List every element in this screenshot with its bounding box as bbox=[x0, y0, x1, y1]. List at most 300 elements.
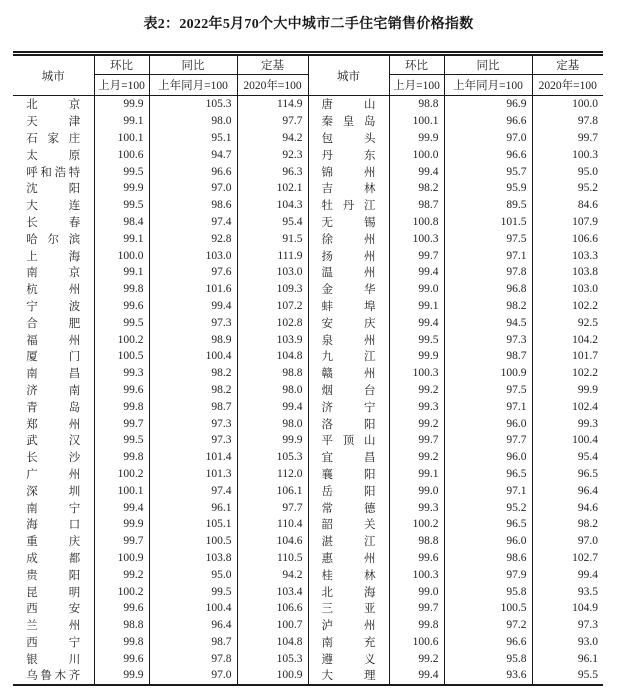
fixed-base-value-cell: 104.8 bbox=[237, 348, 308, 365]
city-cell bbox=[13, 180, 94, 197]
fixed-base-value-cell: 100.7 bbox=[237, 617, 308, 634]
city-cell bbox=[308, 566, 389, 583]
table-row bbox=[13, 667, 603, 685]
city-cell bbox=[13, 163, 94, 180]
fixed-base-value-cell: 106.6 bbox=[572, 232, 598, 245]
yoy-value-cell: 94.5 bbox=[444, 314, 532, 331]
city-name: 唐山 bbox=[321, 99, 376, 112]
mom-value-cell: 100.1 bbox=[94, 130, 149, 147]
city-name: 平顶山 bbox=[321, 435, 376, 448]
city-name: 南充 bbox=[321, 636, 376, 649]
fixed-base-value-cell: 102.4 bbox=[572, 400, 598, 413]
fixed-base-value-cell: 103.0 bbox=[237, 264, 308, 281]
city-cell bbox=[308, 432, 389, 449]
mom-value-cell: 99.1 bbox=[94, 264, 149, 281]
yoy-value-cell: 105.1 bbox=[149, 516, 237, 533]
mom-value-cell: 100.1 bbox=[94, 482, 149, 499]
yoy-value-cell: 97.5 bbox=[444, 230, 532, 247]
city-cell bbox=[13, 533, 94, 550]
city-cell bbox=[308, 348, 389, 365]
mom-value-cell: 99.1 bbox=[94, 230, 149, 247]
city-name: 深圳 bbox=[26, 485, 81, 498]
mom-value-cell: 100.2 bbox=[94, 331, 149, 348]
table-row bbox=[13, 214, 603, 231]
mom-value-cell: 99.2 bbox=[389, 650, 444, 667]
mom-value-cell: 99.5 bbox=[94, 432, 149, 449]
city-cell bbox=[13, 449, 94, 466]
mom-value-cell: 99.9 bbox=[94, 180, 149, 197]
city-name: 长春 bbox=[26, 216, 81, 229]
city-name: 大理 bbox=[321, 670, 376, 683]
city-cell bbox=[308, 230, 389, 247]
yoy-value-cell: 98.0 bbox=[149, 113, 237, 130]
fixed-base-value-cell: 97.7 bbox=[237, 499, 308, 516]
table-row bbox=[13, 617, 603, 634]
yoy-value-cell: 97.8 bbox=[444, 264, 532, 281]
yoy-value-cell: 92.8 bbox=[149, 230, 237, 247]
city-cell bbox=[308, 398, 389, 415]
yoy-value-cell: 103.0 bbox=[149, 247, 237, 264]
city-cell bbox=[13, 499, 94, 516]
fixed-base-value-cell: 96.5 bbox=[577, 467, 598, 480]
city-name: 南宁 bbox=[26, 502, 81, 515]
mom-value-cell: 99.4 bbox=[389, 667, 444, 685]
city-cell bbox=[13, 667, 94, 685]
yoy-value-cell: 97.5 bbox=[444, 382, 532, 399]
table-row bbox=[13, 146, 603, 163]
city-name: 赣州 bbox=[321, 368, 376, 381]
city-name: 天津 bbox=[26, 116, 81, 129]
fixed-base-value-cell: 106.1 bbox=[237, 482, 308, 499]
fixed-base-value-cell: 110.5 bbox=[237, 550, 308, 567]
city-cell bbox=[13, 230, 94, 247]
fixed-base-value-cell: 92.3 bbox=[237, 146, 308, 163]
mom-value-cell: 100.2 bbox=[94, 583, 149, 600]
city-cell bbox=[13, 298, 94, 315]
mom-value-cell: 100.2 bbox=[94, 466, 149, 483]
city-cell bbox=[13, 583, 94, 600]
city-cell bbox=[13, 365, 94, 382]
city-cell bbox=[13, 516, 94, 533]
header-city-left: 城市 bbox=[13, 54, 94, 96]
city-cell bbox=[308, 365, 389, 382]
yoy-value-cell: 95.0 bbox=[149, 566, 237, 583]
city-name: 蚌埠 bbox=[321, 300, 376, 313]
table-row bbox=[13, 583, 603, 600]
city-name: 洛阳 bbox=[321, 418, 376, 431]
yoy-value-cell: 97.9 bbox=[444, 566, 532, 583]
city-cell bbox=[13, 566, 94, 583]
mom-value-cell: 99.9 bbox=[94, 667, 149, 685]
city-cell bbox=[13, 634, 94, 651]
yoy-value-cell: 95.1 bbox=[149, 130, 237, 147]
fixed-base-value-cell: 110.4 bbox=[237, 516, 308, 533]
city-name: 安庆 bbox=[321, 317, 376, 330]
city-cell bbox=[308, 314, 389, 331]
yoy-value-cell: 95.8 bbox=[444, 650, 532, 667]
mom-value-cell: 99.4 bbox=[389, 163, 444, 180]
city-cell bbox=[308, 533, 389, 550]
mom-value-cell: 99.0 bbox=[389, 482, 444, 499]
mom-value-cell: 100.0 bbox=[389, 146, 444, 163]
city-cell bbox=[308, 214, 389, 231]
city-name: 九江 bbox=[321, 351, 376, 364]
city-cell bbox=[13, 466, 94, 483]
table-row bbox=[13, 365, 603, 382]
header-yoy-base-left: 上年同月=100 bbox=[149, 75, 237, 96]
city-name: 济宁 bbox=[321, 401, 376, 414]
yoy-value-cell: 96.5 bbox=[444, 516, 532, 533]
fixed-base-value-cell: 97.7 bbox=[237, 113, 308, 130]
city-name: 长沙 bbox=[26, 452, 81, 465]
mom-value-cell: 99.3 bbox=[389, 499, 444, 516]
fixed-base-value-cell: 99.4 bbox=[577, 568, 598, 581]
yoy-value-cell: 99.4 bbox=[149, 298, 237, 315]
yoy-value-cell: 96.6 bbox=[444, 146, 532, 163]
city-cell bbox=[308, 449, 389, 466]
yoy-value-cell: 96.8 bbox=[444, 281, 532, 298]
fixed-base-value-cell: 98.0 bbox=[237, 415, 308, 432]
mom-value-cell: 99.0 bbox=[389, 583, 444, 600]
city-cell bbox=[308, 634, 389, 651]
table-row bbox=[13, 314, 603, 331]
mom-value-cell: 99.3 bbox=[94, 365, 149, 382]
table-row bbox=[13, 382, 603, 399]
yoy-value-cell: 100.9 bbox=[444, 365, 532, 382]
mom-value-cell: 99.9 bbox=[389, 348, 444, 365]
header-city-right: 城市 bbox=[308, 54, 389, 96]
city-cell bbox=[308, 247, 389, 264]
table-header bbox=[13, 54, 603, 96]
yoy-value-cell: 96.5 bbox=[444, 466, 532, 483]
header-fixed-left: 定基 bbox=[237, 54, 308, 75]
city-name: 襄阳 bbox=[321, 468, 376, 481]
yoy-value-cell: 97.3 bbox=[149, 415, 237, 432]
city-cell bbox=[13, 214, 94, 231]
yoy-value-cell: 103.8 bbox=[149, 550, 237, 567]
city-name: 济南 bbox=[26, 384, 81, 397]
city-cell bbox=[13, 331, 94, 348]
fixed-base-value-cell: 104.6 bbox=[237, 533, 308, 550]
city-name: 宁波 bbox=[26, 300, 81, 313]
fixed-base-value-cell: 107.2 bbox=[237, 298, 308, 315]
table-body bbox=[13, 96, 603, 685]
yoy-value-cell: 97.1 bbox=[444, 247, 532, 264]
city-name: 烟台 bbox=[321, 384, 376, 397]
city-name: 徐州 bbox=[321, 233, 376, 246]
city-cell bbox=[308, 281, 389, 298]
header-fixed-right: 定基 bbox=[532, 54, 603, 75]
mom-value-cell: 98.4 bbox=[94, 214, 149, 231]
header-mom-base-left: 上月=100 bbox=[94, 75, 149, 96]
mom-value-cell: 100.1 bbox=[389, 113, 444, 130]
fixed-base-value-cell: 92.5 bbox=[577, 316, 598, 329]
mom-value-cell: 98.8 bbox=[389, 533, 444, 550]
mom-value-cell: 99.6 bbox=[389, 550, 444, 567]
fixed-base-value-cell: 97.3 bbox=[577, 619, 598, 632]
price-index-table bbox=[13, 51, 603, 686]
city-name: 桂林 bbox=[321, 569, 376, 582]
mom-value-cell: 99.7 bbox=[94, 415, 149, 432]
mom-value-cell: 100.8 bbox=[389, 214, 444, 231]
header-fixed-base-left: 2020年=100 bbox=[237, 75, 308, 96]
city-cell bbox=[13, 600, 94, 617]
mom-value-cell: 99.8 bbox=[94, 449, 149, 466]
table-row bbox=[13, 113, 603, 130]
yoy-value-cell: 97.2 bbox=[444, 617, 532, 634]
mom-value-cell: 99.6 bbox=[94, 382, 149, 399]
fixed-base-value-cell: 94.2 bbox=[237, 130, 308, 147]
city-name: 南京 bbox=[26, 267, 81, 280]
fixed-base-value-cell: 98.2 bbox=[577, 518, 598, 531]
mom-value-cell: 99.8 bbox=[94, 634, 149, 651]
fixed-base-value-cell: 84.6 bbox=[577, 199, 598, 212]
fixed-base-value-cell: 104.3 bbox=[237, 197, 308, 214]
city-cell bbox=[308, 163, 389, 180]
yoy-value-cell: 97.3 bbox=[149, 432, 237, 449]
yoy-value-cell: 101.3 bbox=[149, 466, 237, 483]
mom-value-cell: 99.0 bbox=[389, 281, 444, 298]
city-name: 无锡 bbox=[321, 216, 376, 229]
yoy-value-cell: 97.8 bbox=[149, 650, 237, 667]
mom-value-cell: 99.8 bbox=[94, 398, 149, 415]
city-name: 太原 bbox=[26, 149, 81, 162]
yoy-value-cell: 96.6 bbox=[444, 113, 532, 130]
fixed-base-value-cell: 91.5 bbox=[237, 230, 308, 247]
city-cell bbox=[308, 650, 389, 667]
mom-value-cell: 100.5 bbox=[94, 348, 149, 365]
table-row bbox=[13, 566, 603, 583]
table-row bbox=[13, 516, 603, 533]
fixed-base-value-cell: 103.4 bbox=[237, 583, 308, 600]
yoy-value-cell: 98.2 bbox=[444, 298, 532, 315]
mom-value-cell: 99.2 bbox=[389, 382, 444, 399]
table-row bbox=[13, 197, 603, 214]
city-name: 上海 bbox=[26, 250, 81, 263]
fixed-base-value-cell: 95.4 bbox=[237, 214, 308, 231]
header-yoy-left: 同比 bbox=[149, 54, 237, 75]
city-cell bbox=[308, 482, 389, 499]
city-name: 银川 bbox=[26, 653, 81, 666]
city-name: 厦门 bbox=[26, 351, 81, 364]
city-cell bbox=[13, 96, 94, 113]
city-name: 杭州 bbox=[26, 284, 81, 297]
table-row bbox=[13, 533, 603, 550]
mom-value-cell: 99.3 bbox=[389, 398, 444, 415]
yoy-value-cell: 97.0 bbox=[149, 180, 237, 197]
city-name: 扬州 bbox=[321, 250, 376, 263]
city-name: 温州 bbox=[321, 267, 376, 280]
header-mom-base-right: 上月=100 bbox=[389, 75, 444, 96]
table-title: 表2：2022年5月70个大中城市二手住宅销售价格指数 bbox=[143, 17, 474, 32]
fixed-base-value-cell: 102.8 bbox=[237, 314, 308, 331]
fixed-base-value-cell: 103.9 bbox=[237, 331, 308, 348]
yoy-value-cell: 98.7 bbox=[444, 348, 532, 365]
yoy-value-cell: 98.7 bbox=[149, 634, 237, 651]
yoy-value-cell: 93.6 bbox=[444, 667, 532, 685]
yoy-value-cell: 98.6 bbox=[444, 550, 532, 567]
mom-value-cell: 99.2 bbox=[389, 415, 444, 432]
fixed-base-value-cell: 99.4 bbox=[237, 398, 308, 415]
city-name: 青岛 bbox=[26, 401, 81, 414]
fixed-base-value-cell: 103.0 bbox=[572, 283, 598, 296]
mom-value-cell: 100.0 bbox=[94, 247, 149, 264]
yoy-value-cell: 100.4 bbox=[149, 600, 237, 617]
fixed-base-value-cell: 100.3 bbox=[572, 148, 598, 161]
mom-value-cell: 99.7 bbox=[389, 247, 444, 264]
mom-value-cell: 100.6 bbox=[389, 634, 444, 651]
city-name: 遵义 bbox=[321, 653, 376, 666]
city-cell bbox=[308, 550, 389, 567]
city-name: 泉州 bbox=[321, 334, 376, 347]
fixed-base-value-cell: 99.7 bbox=[577, 131, 598, 144]
fixed-base-value-cell: 100.0 bbox=[572, 98, 598, 111]
city-cell bbox=[308, 499, 389, 516]
yoy-value-cell: 101.5 bbox=[444, 214, 532, 231]
city-name: 北京 bbox=[26, 99, 81, 112]
city-name: 海口 bbox=[26, 519, 81, 532]
mom-value-cell: 99.1 bbox=[389, 466, 444, 483]
city-name: 吉林 bbox=[321, 183, 376, 196]
city-name: 广州 bbox=[26, 468, 81, 481]
mom-value-cell: 100.2 bbox=[389, 516, 444, 533]
yoy-value-cell: 98.9 bbox=[149, 331, 237, 348]
mom-value-cell: 99.4 bbox=[389, 314, 444, 331]
mom-value-cell: 99.2 bbox=[94, 566, 149, 583]
mom-value-cell: 99.1 bbox=[389, 298, 444, 315]
fixed-base-value-cell: 99.3 bbox=[577, 417, 598, 430]
city-name: 哈尔滨 bbox=[26, 233, 81, 246]
fixed-base-value-cell: 104.9 bbox=[572, 602, 598, 615]
yoy-value-cell: 98.2 bbox=[149, 365, 237, 382]
city-cell bbox=[13, 398, 94, 415]
city-name: 合肥 bbox=[26, 317, 81, 330]
header-yoy-right: 同比 bbox=[444, 54, 532, 75]
fixed-base-value-cell: 96.1 bbox=[577, 652, 598, 665]
city-name: 福州 bbox=[26, 334, 81, 347]
yoy-value-cell: 97.1 bbox=[444, 482, 532, 499]
header-row-1 bbox=[13, 54, 603, 75]
header-mom-right: 环比 bbox=[389, 54, 444, 75]
yoy-value-cell: 101.4 bbox=[149, 449, 237, 466]
yoy-value-cell: 97.0 bbox=[444, 130, 532, 147]
city-cell bbox=[308, 331, 389, 348]
fixed-base-value-cell: 95.0 bbox=[577, 165, 598, 178]
table-row bbox=[13, 432, 603, 449]
mom-value-cell: 99.5 bbox=[94, 163, 149, 180]
fixed-base-value-cell: 94.6 bbox=[577, 501, 598, 514]
yoy-value-cell: 96.9 bbox=[444, 96, 532, 113]
city-cell bbox=[13, 432, 94, 449]
fixed-base-value-cell: 101.7 bbox=[572, 350, 598, 363]
city-cell bbox=[13, 617, 94, 634]
city-name: 锦州 bbox=[321, 166, 376, 179]
city-cell bbox=[308, 382, 389, 399]
yoy-value-cell: 100.5 bbox=[444, 600, 532, 617]
yoy-value-cell: 96.0 bbox=[444, 415, 532, 432]
fixed-base-value-cell: 93.0 bbox=[577, 635, 598, 648]
city-name: 西安 bbox=[26, 603, 81, 616]
yoy-value-cell: 97.7 bbox=[444, 432, 532, 449]
city-name: 沈阳 bbox=[26, 183, 81, 196]
city-name: 重庆 bbox=[26, 536, 81, 549]
yoy-value-cell: 95.9 bbox=[444, 180, 532, 197]
city-name: 秦皇岛 bbox=[321, 116, 376, 129]
mom-value-cell: 99.8 bbox=[389, 617, 444, 634]
mom-value-cell: 100.6 bbox=[94, 146, 149, 163]
mom-value-cell: 100.3 bbox=[389, 365, 444, 382]
fixed-base-value-cell: 95.4 bbox=[577, 451, 598, 464]
fixed-base-value-cell: 99.9 bbox=[237, 432, 308, 449]
mom-value-cell: 99.7 bbox=[389, 432, 444, 449]
city-cell bbox=[13, 113, 94, 130]
table-row bbox=[13, 163, 603, 180]
fixed-base-value-cell: 98.8 bbox=[237, 365, 308, 382]
mom-value-cell: 99.9 bbox=[94, 96, 149, 113]
table-row bbox=[13, 96, 603, 113]
city-cell bbox=[13, 314, 94, 331]
city-name: 金华 bbox=[321, 284, 376, 297]
city-name: 乌鲁木齐 bbox=[26, 670, 81, 683]
table-row bbox=[13, 331, 603, 348]
table-row bbox=[13, 650, 603, 667]
yoy-value-cell: 94.7 bbox=[149, 146, 237, 163]
yoy-value-cell: 101.6 bbox=[149, 281, 237, 298]
fixed-base-value-cell: 104.2 bbox=[572, 333, 598, 346]
city-cell bbox=[308, 96, 389, 113]
city-cell bbox=[308, 516, 389, 533]
city-cell bbox=[308, 415, 389, 432]
header-mom-left: 环比 bbox=[94, 54, 149, 75]
city-name: 泸州 bbox=[321, 620, 376, 633]
mom-value-cell: 99.2 bbox=[389, 449, 444, 466]
table-row bbox=[13, 634, 603, 651]
mom-value-cell: 99.4 bbox=[389, 264, 444, 281]
city-cell bbox=[13, 650, 94, 667]
yoy-value-cell: 96.4 bbox=[149, 617, 237, 634]
city-name: 惠州 bbox=[321, 552, 376, 565]
fixed-base-value-cell: 102.2 bbox=[572, 299, 598, 312]
yoy-value-cell: 95.8 bbox=[444, 583, 532, 600]
fixed-base-value-cell: 103.3 bbox=[572, 249, 598, 262]
yoy-value-cell: 89.5 bbox=[444, 197, 532, 214]
yoy-value-cell: 96.6 bbox=[149, 163, 237, 180]
yoy-value-cell: 96.0 bbox=[444, 533, 532, 550]
city-cell bbox=[13, 382, 94, 399]
fixed-base-value-cell: 109.3 bbox=[237, 281, 308, 298]
mom-value-cell: 99.9 bbox=[389, 130, 444, 147]
fixed-base-value-cell: 97.8 bbox=[577, 115, 598, 128]
fixed-base-value-cell: 100.9 bbox=[237, 667, 308, 685]
yoy-value-cell: 95.7 bbox=[444, 163, 532, 180]
mom-value-cell: 99.9 bbox=[94, 516, 149, 533]
city-name: 宜昌 bbox=[321, 452, 376, 465]
table-row bbox=[13, 180, 603, 197]
mom-value-cell: 100.3 bbox=[389, 230, 444, 247]
yoy-value-cell: 97.4 bbox=[149, 214, 237, 231]
table-row bbox=[13, 348, 603, 365]
table-row bbox=[13, 600, 603, 617]
city-name: 丹东 bbox=[321, 149, 376, 162]
fixed-base-value-cell: 114.9 bbox=[237, 96, 308, 113]
yoy-value-cell: 98.6 bbox=[149, 197, 237, 214]
city-cell bbox=[308, 667, 389, 685]
table-row bbox=[13, 264, 603, 281]
table-row bbox=[13, 130, 603, 147]
table-row bbox=[13, 466, 603, 483]
city-name: 三亚 bbox=[321, 603, 376, 616]
city-cell bbox=[308, 264, 389, 281]
